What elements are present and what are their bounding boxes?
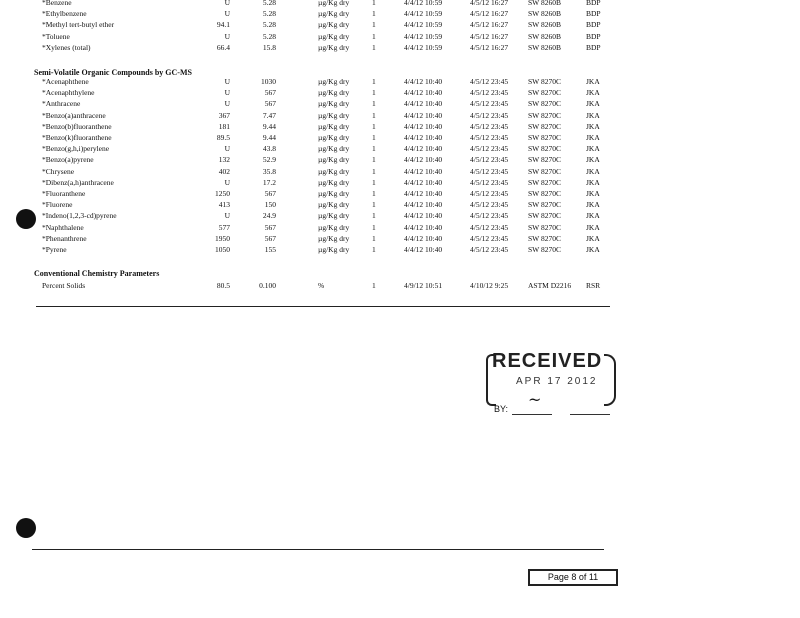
cell-units: µg/Kg dry [318,0,350,7]
cell-dil: 1 [372,31,376,41]
cell-prep: 4/4/12 10:40 [404,233,443,243]
cell-dil: 1 [372,281,376,290]
cell-analyzed: 4/5/12 23:45 [470,77,509,86]
cell-method: SW 8270C [528,211,561,221]
cell-dil: 1 [372,222,376,232]
cell-result: U [224,0,230,7]
cell-result: U [224,99,230,109]
cell-method: SW 8270C [528,144,561,154]
cell-units: µg/Kg dry [318,99,350,109]
cell-method: SW 8270C [528,200,561,210]
cell-method: SW 8270C [528,88,561,98]
cell-mrl: 567 [264,233,276,243]
cell-analyst: JKA [586,77,600,86]
cell-analyst: JKA [586,233,600,243]
conventional-section-title: Conventional Chemistry Parameters [34,269,160,278]
cell-dil: 1 [372,144,376,154]
cell-units: µg/Kg dry [318,200,350,210]
cell-analyst: JKA [586,245,600,254]
cell-method: SW 8270C [528,110,561,120]
cell-method: SW 8260B [528,31,561,41]
cell-analyst: BDP [586,31,601,41]
cell-units: µg/Kg dry [318,31,350,41]
cell-prep: 4/4/12 10:40 [404,155,443,165]
cell-analyte: *Acenaphthene [42,77,89,86]
cell-units: % [318,281,325,290]
cell-units: µg/Kg dry [318,42,350,52]
cell-analyte: *Naphthalene [42,222,84,232]
cell-dil: 1 [372,245,376,254]
cell-method: SW 8270C [528,99,561,109]
cell-prep: 4/4/12 10:40 [404,211,443,221]
cell-dil: 1 [372,121,376,131]
cell-result: 1050 [215,245,230,254]
cell-result: 367 [218,110,230,120]
cell-method: ASTM D2216 [528,281,572,290]
cell-analyzed: 4/5/12 23:45 [470,177,509,187]
cell-method: SW 8270C [528,245,561,254]
cell-mrl: 0.100 [259,281,276,290]
cell-mrl: 5.28 [262,9,276,19]
binder-hole-lower [16,518,36,538]
cell-analyst: JKA [586,222,600,232]
cell-result: 1950 [215,233,230,243]
cell-analyst: BDP [586,0,601,7]
cell-analyst: JKA [586,110,600,120]
cell-analyzed: 4/5/12 16:27 [470,9,509,19]
stamp-signature: ~ [528,390,542,409]
cell-analyst: BDP [586,42,601,52]
cell-analyte: *Fluoranthene [42,189,86,198]
cell-mrl: 567 [264,99,276,109]
cell-mrl: 567 [264,88,276,98]
cell-prep: 4/4/12 10:40 [404,121,443,131]
page-number-box [528,569,618,586]
cell-units: µg/Kg dry [318,155,350,165]
cell-units: µg/Kg dry [318,166,350,176]
cell-prep: 4/9/12 10:51 [404,281,443,290]
cell-result: U [224,88,230,98]
cell-method: SW 8260B [528,42,561,52]
cell-result: 181 [218,121,230,131]
cell-method: SW 8270C [528,77,561,86]
cell-mrl: 35.8 [262,166,276,176]
cell-analyzed: 4/5/12 16:27 [470,31,509,41]
cell-mrl: 5.28 [262,31,276,41]
cell-method: SW 8260B [528,0,561,7]
cell-units: µg/Kg dry [318,110,350,120]
cell-units: µg/Kg dry [318,77,350,86]
cell-dil: 1 [372,20,376,30]
cell-result: U [224,177,230,187]
cell-analyte: *Benzo(a)pyrene [42,155,94,165]
stamp-extra-line [570,414,610,415]
cell-mrl: 24.9 [262,211,276,221]
page-number: Page 8 of 11 [547,572,599,582]
cell-method: SW 8270C [528,133,561,142]
cell-dil: 1 [372,233,376,243]
cell-prep: 4/4/12 10:59 [404,20,443,30]
cell-prep: 4/4/12 10:59 [404,9,443,19]
cell-analyzed: 4/5/12 23:45 [470,144,509,154]
cell-prep: 4/4/12 10:40 [404,144,443,154]
cell-analyte: *Benzo(k)fluoranthene [42,133,112,142]
cell-mrl: 155 [264,245,276,254]
cell-mrl: 52.9 [262,155,276,165]
divider-bottom [32,549,604,550]
cell-analyte: *Xylenes (total) [42,42,91,52]
cell-method: SW 8270C [528,233,561,243]
cell-result: 577 [218,222,230,232]
cell-analyst: JKA [586,133,600,142]
stamp-by-line [512,414,552,415]
cell-analyte: *Benzene [42,0,72,7]
cell-dil: 1 [372,88,376,98]
cell-method: SW 8260B [528,20,561,30]
cell-result: 402 [218,166,230,176]
cell-method: SW 8270C [528,222,561,232]
cell-analyte: *Anthracene [42,99,81,109]
cell-mrl: 5.28 [262,0,276,7]
cell-mrl: 150 [264,200,276,210]
cell-mrl: 567 [264,189,276,198]
cell-analyzed: 4/5/12 23:45 [470,200,509,210]
cell-units: µg/Kg dry [318,189,350,198]
cell-analyst: BDP [586,20,601,30]
cell-mrl: 17.2 [262,177,276,187]
cell-analyte: *Dibenz(a,h)anthracene [42,177,114,187]
cell-analyte: *Benzo(a)anthracene [42,110,106,120]
cell-analyst: JKA [586,200,600,210]
cell-dil: 1 [372,189,376,198]
cell-dil: 1 [372,166,376,176]
cell-mrl: 5.28 [262,20,276,30]
svoc-section-title: Semi-Volatile Organic Compounds by GC-MS [34,68,192,77]
cell-mrl: 7.47 [262,110,276,120]
cell-analyst: RSR [586,281,601,290]
cell-dil: 1 [372,110,376,120]
cell-prep: 4/4/12 10:40 [404,99,443,109]
cell-analyst: JKA [586,177,600,187]
cell-result: U [224,31,230,41]
cell-analyst: JKA [586,166,600,176]
cell-method: SW 8270C [528,166,561,176]
cell-analyst: JKA [586,189,600,198]
cell-result: 94.1 [216,20,230,30]
cell-analyzed: 4/5/12 23:45 [470,166,509,176]
cell-units: µg/Kg dry [318,233,350,243]
cell-dil: 1 [372,155,376,165]
cell-units: µg/Kg dry [318,177,350,187]
cell-analyzed: 4/5/12 16:27 [470,42,509,52]
cell-analyzed: 4/5/12 23:45 [470,233,509,243]
cell-analyte: *Toluene [42,31,70,41]
cell-analyzed: 4/5/12 23:45 [470,121,509,131]
divider-top [36,306,610,307]
cell-prep: 4/4/12 10:40 [404,222,443,232]
cell-prep: 4/4/12 10:40 [404,133,443,142]
cell-mrl: 15.8 [262,42,276,52]
cell-units: µg/Kg dry [318,245,350,254]
cell-result: 80.5 [216,281,230,290]
cell-analyte: *Benzo(b)fluoranthene [42,121,112,131]
cell-method: SW 8270C [528,189,561,198]
cell-prep: 4/4/12 10:40 [404,77,443,86]
cell-analyzed: 4/5/12 23:45 [470,245,509,254]
cell-analyte: *Methyl tert-butyl ether [42,20,115,30]
cell-dil: 1 [372,177,376,187]
cell-result: 66.4 [216,42,230,52]
cell-analyte: *Ethylbenzene [42,9,87,19]
cell-analyte: *Phenanthrene [42,233,87,243]
received-stamp [486,350,626,420]
cell-analyzed: 4/5/12 23:45 [470,110,509,120]
cell-analyte: Percent Solids [42,281,86,290]
cell-analyte: *Indeno(1,2,3-cd)pyrene [42,211,117,221]
cell-method: SW 8270C [528,177,561,187]
cell-analyte: *Pyrene [42,245,67,254]
cell-prep: 4/4/12 10:40 [404,177,443,187]
cell-result: 89.5 [216,133,230,142]
cell-mrl: 1030 [261,77,276,86]
cell-prep: 4/4/12 10:40 [404,245,443,254]
cell-dil: 1 [372,200,376,210]
cell-dil: 1 [372,133,376,142]
cell-units: µg/Kg dry [318,121,350,131]
cell-prep: 4/4/12 10:59 [404,42,443,52]
cell-analyst: JKA [586,155,600,165]
cell-mrl: 43.8 [262,144,276,154]
cell-dil: 1 [372,211,376,221]
cell-prep: 4/4/12 10:59 [404,31,443,41]
cell-dil: 1 [372,99,376,109]
cell-analyzed: 4/5/12 23:45 [470,155,509,165]
cell-dil: 1 [372,0,376,7]
cell-analyzed: 4/5/12 23:45 [470,88,509,98]
binder-hole-upper [16,209,36,229]
cell-analyte: *Acenaphthylene [42,88,95,98]
cell-result: U [224,77,230,86]
cell-units: µg/Kg dry [318,20,350,30]
cell-prep: 4/4/12 10:40 [404,166,443,176]
cell-result: U [224,211,230,221]
cell-method: SW 8260B [528,9,561,19]
cell-analyzed: 4/5/12 16:27 [470,20,509,30]
cell-prep: 4/4/12 10:40 [404,110,443,120]
cell-analyst: JKA [586,121,600,131]
stamp-date: APR 17 2012 [516,376,598,387]
cell-analyst: JKA [586,88,600,98]
stamp-by-label: BY: [494,404,509,414]
cell-dil: 1 [372,42,376,52]
cell-analyzed: 4/5/12 23:45 [470,133,509,142]
stamp-bracket-right [604,354,616,406]
cell-units: µg/Kg dry [318,133,350,142]
cell-method: SW 8270C [528,155,561,165]
cell-analyte: *Fluorene [42,200,73,210]
cell-prep: 4/4/12 10:40 [404,200,443,210]
cell-analyzed: 4/5/12 16:27 [470,0,509,7]
cell-analyzed: 4/5/12 23:45 [470,222,509,232]
cell-units: µg/Kg dry [318,9,350,19]
cell-method: SW 8270C [528,121,561,131]
cell-analyzed: 4/5/12 23:45 [470,211,509,221]
cell-analyzed: 4/10/12 9:25 [470,281,509,290]
cell-result: 1250 [215,189,230,198]
cell-dil: 1 [372,77,376,86]
cell-analyte: *Benzo(g,h,i)perylene [42,144,110,154]
cell-units: µg/Kg dry [318,222,350,232]
cell-units: µg/Kg dry [318,88,350,98]
cell-prep: 4/4/12 10:40 [404,189,443,198]
cell-mrl: 9.44 [262,133,276,142]
cell-result: U [224,144,230,154]
cell-units: µg/Kg dry [318,211,350,221]
stamp-received-text: RECEIVED [492,350,603,372]
cell-prep: 4/4/12 10:59 [404,0,443,7]
cell-analyst: JKA [586,99,600,109]
cell-mrl: 9.44 [262,121,276,131]
cell-prep: 4/4/12 10:40 [404,88,443,98]
cell-result: 413 [218,200,230,210]
cell-units: µg/Kg dry [318,144,350,154]
cell-analyzed: 4/5/12 23:45 [470,99,509,109]
cell-analyst: JKA [586,144,600,154]
cell-analyst: BDP [586,9,601,19]
cell-analyte: *Chrysene [42,166,75,176]
cell-dil: 1 [372,9,376,19]
cell-result: U [224,9,230,19]
cell-analyst: JKA [586,211,600,221]
cell-analyzed: 4/5/12 23:45 [470,189,509,198]
cell-mrl: 567 [264,222,276,232]
cell-result: 132 [218,155,230,165]
